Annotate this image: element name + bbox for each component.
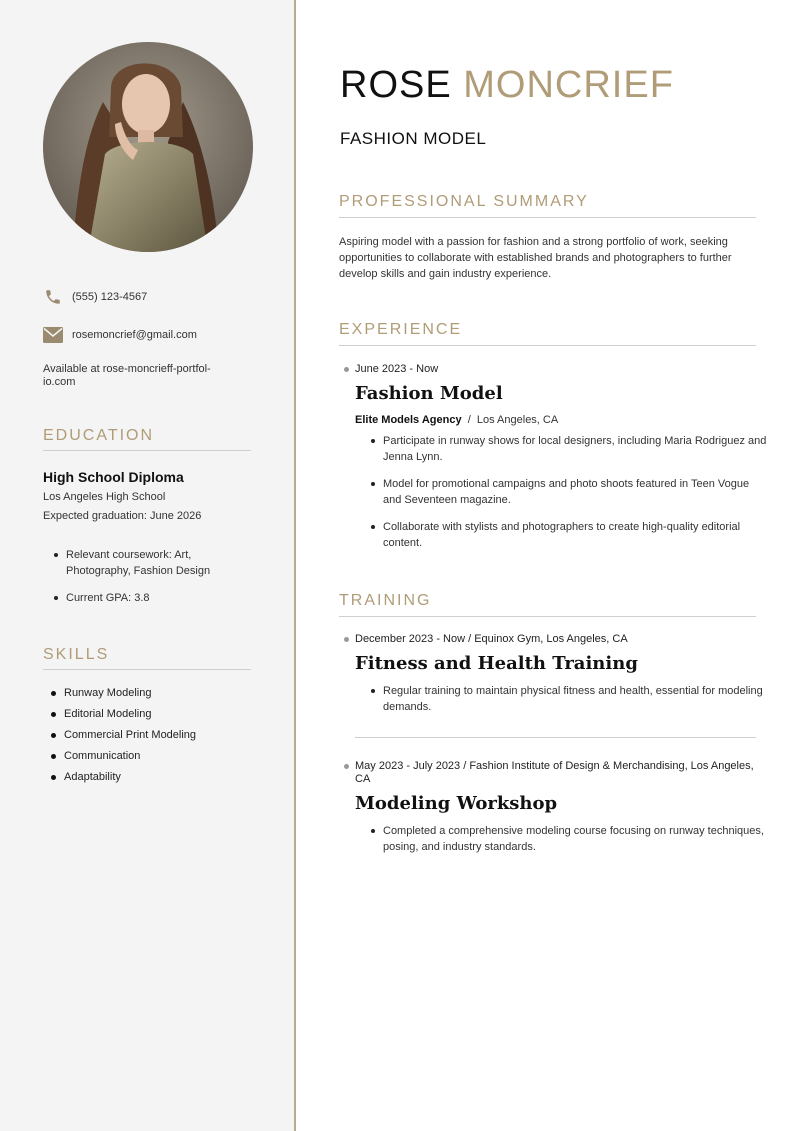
first-name: ROSE (340, 64, 452, 106)
training-meta: December 2023 - Now / Equinox Gym, Los Angeles, CA (355, 633, 765, 646)
education-degree: High School Diploma (43, 469, 184, 485)
training-bullet: Regular training to maintain physical fitness and health, essential for modeling demands. (369, 683, 769, 715)
job-role: FASHION MODEL (340, 129, 487, 148)
contact-phone (43, 288, 147, 306)
skills-list (43, 683, 243, 788)
skill-item: Editorial Modeling (43, 704, 243, 725)
training-bullets (369, 823, 769, 866)
education-heading: EDUCATION (43, 427, 251, 451)
experience-bullet: Collaborate with stylists and photographers to create high-quality editorial content. (369, 519, 769, 551)
portfolio-availability: Available at rose-moncrieff-portfol-io.com (43, 363, 211, 388)
full-name (340, 64, 674, 107)
training-bullet: Completed a comprehensive modeling course focusing on runway techniques, posing, and industry standards. (369, 823, 769, 855)
envelope-icon (43, 326, 63, 344)
phone-number: (555) 123-4567 (72, 291, 148, 303)
skill-item: Adaptability (43, 767, 243, 788)
education-bullet: Current GPA: 3.8 (52, 590, 242, 606)
company-location: Los Angeles, CA (476, 414, 559, 426)
training-title: Fitness and Health Training (355, 653, 638, 674)
training-meta: May 2023 - July 2023 / Fashion Institute of Design & Merchandising, Los Angeles, CA (355, 760, 754, 785)
training-separator (355, 737, 756, 738)
org-separator: / (467, 414, 471, 426)
training-bullets (369, 683, 769, 726)
education-graduation: Expected graduation: June 2026 (43, 510, 202, 522)
experience-organization (355, 414, 558, 426)
contact-email (43, 326, 197, 344)
experience-heading: EXPERIENCE (339, 321, 756, 346)
skill-item: Communication (43, 746, 243, 767)
sidebar (0, 0, 294, 1131)
experience-title: Fashion Model (355, 383, 503, 404)
main-content (296, 0, 800, 1131)
experience-bullets (369, 433, 769, 562)
education-school: Los Angeles High School (43, 491, 166, 503)
education-bullets (52, 547, 242, 606)
portrait-illustration (43, 42, 253, 252)
skills-heading: SKILLS (43, 646, 251, 670)
experience-dates: June 2023 - Now (355, 363, 439, 375)
phone-icon (43, 288, 63, 306)
summary-text: Aspiring model with a passion for fashion and a strong portfolio of work, seeking opportunities to collaborate with established brands and photographers to further develop skills and gain industry experience. (339, 236, 732, 280)
summary-heading: PROFESSIONAL SUMMARY (339, 193, 756, 218)
skill-item: Commercial Print Modeling (43, 725, 243, 746)
training-heading: TRAINING (339, 592, 756, 617)
profile-photo (43, 42, 253, 252)
experience-bullet: Participate in runway shows for local designers, including Maria Rodriguez and Jenna Lynn. (369, 433, 769, 465)
email-address: rosemoncrief@gmail.com (72, 329, 197, 341)
company-name: Elite Models Agency (355, 414, 462, 426)
skill-item: Runway Modeling (43, 683, 243, 704)
last-name: MONCRIEF (463, 64, 674, 106)
experience-bullet: Model for promotional campaigns and photo shoots featured in Teen Vogue and Seventeen magazine. (369, 476, 769, 508)
training-title: Modeling Workshop (355, 793, 558, 814)
education-bullet: Relevant coursework: Art, Photography, Fashion Design (52, 547, 242, 579)
